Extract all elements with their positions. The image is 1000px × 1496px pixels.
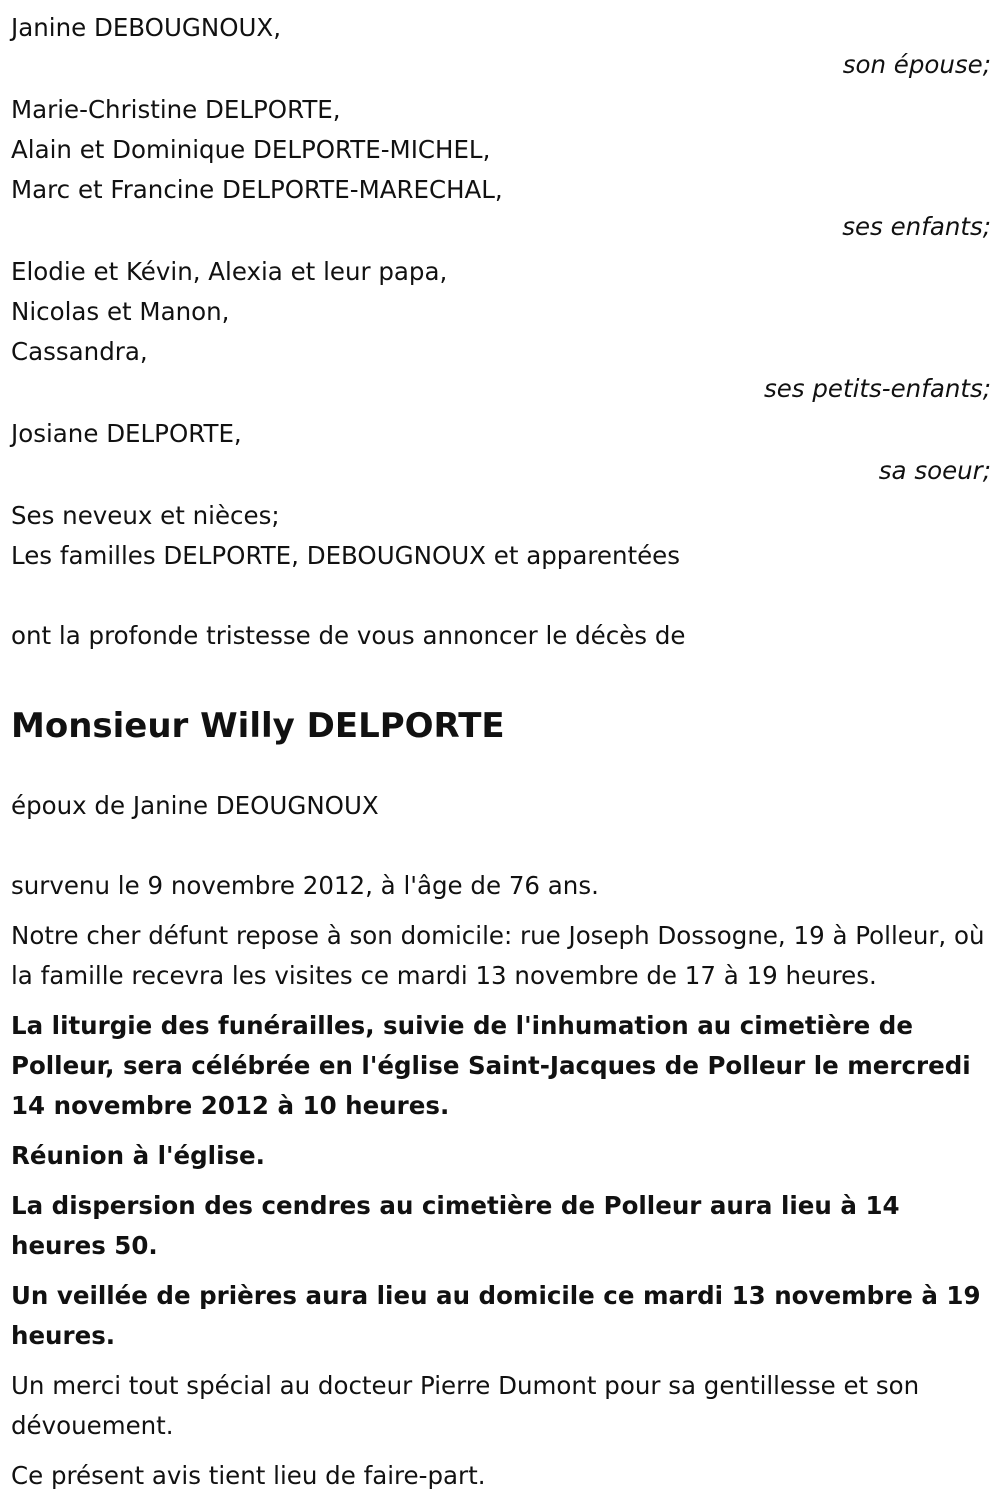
deceased-name: Monsieur Willy DELPORTE bbox=[11, 706, 505, 746]
family-group-spouse bbox=[11, 8, 991, 80]
repose-paragraph: Notre cher défunt repose à son domicile: rue Joseph Dossogne, 19 à Polleur, où la famille recevra les visites ce mardi 13 novembre de 17 à 19 heures. bbox=[11, 921, 985, 990]
family-group-sister bbox=[11, 414, 991, 486]
relation-label: son épouse; bbox=[842, 50, 991, 79]
family-line: Alain et Dominique DELPORTE-MICHEL, bbox=[11, 135, 491, 164]
reunion-paragraph: Réunion à l'église. bbox=[11, 1141, 265, 1170]
closing-paragraph: Ce présent avis tient lieu de faire-part. bbox=[11, 1461, 486, 1490]
relatives-line: Les familles DELPORTE, DEBOUGNOUX et apparentées bbox=[11, 541, 681, 570]
other-relatives bbox=[11, 496, 991, 576]
relation-label: ses enfants; bbox=[842, 212, 991, 241]
announcement-text: ont la profonde tristesse de vous annoncer le décès de bbox=[11, 621, 686, 650]
family-line: Marie-Christine DELPORTE, bbox=[11, 95, 341, 124]
obituary-notice bbox=[11, 8, 991, 1496]
family-line: Nicolas et Manon, bbox=[11, 297, 230, 326]
family-line: Cassandra, bbox=[11, 337, 148, 366]
family-line: Josiane DELPORTE, bbox=[11, 419, 242, 448]
family-line: Janine DEBOUGNOUX, bbox=[11, 13, 282, 42]
spouse-line: époux de Janine DEOUGNOUX bbox=[11, 791, 379, 820]
date-line: survenu le 9 novembre 2012, à l'âge de 76 ans. bbox=[11, 871, 599, 900]
family-line: Elodie et Kévin, Alexia et leur papa, bbox=[11, 257, 448, 286]
relation-label: sa soeur; bbox=[878, 456, 991, 485]
vigil-paragraph: Un veillée de prières aura lieu au domicile ce mardi 13 novembre à 19 heures. bbox=[11, 1281, 981, 1350]
family-group-grandchildren bbox=[11, 252, 991, 404]
dispersion-paragraph: La dispersion des cendres au cimetière de Polleur aura lieu à 14 heures 50. bbox=[11, 1191, 900, 1260]
family-group-children bbox=[11, 90, 991, 242]
relatives-line: Ses neveux et nièces; bbox=[11, 501, 280, 530]
liturgy-paragraph: La liturgie des funérailles, suivie de l'inhumation au cimetière de Polleur, sera célébrée en l'église Saint-Jacques de Polleur le mercredi 14 novembre 2012 à 10 heures. bbox=[11, 1011, 971, 1120]
family-line: Marc et Francine DELPORTE-MARECHAL, bbox=[11, 175, 503, 204]
thanks-paragraph: Un merci tout spécial au docteur Pierre Dumont pour sa gentillesse et son dévouement. bbox=[11, 1371, 920, 1440]
relation-label: ses petits-enfants; bbox=[763, 374, 991, 403]
